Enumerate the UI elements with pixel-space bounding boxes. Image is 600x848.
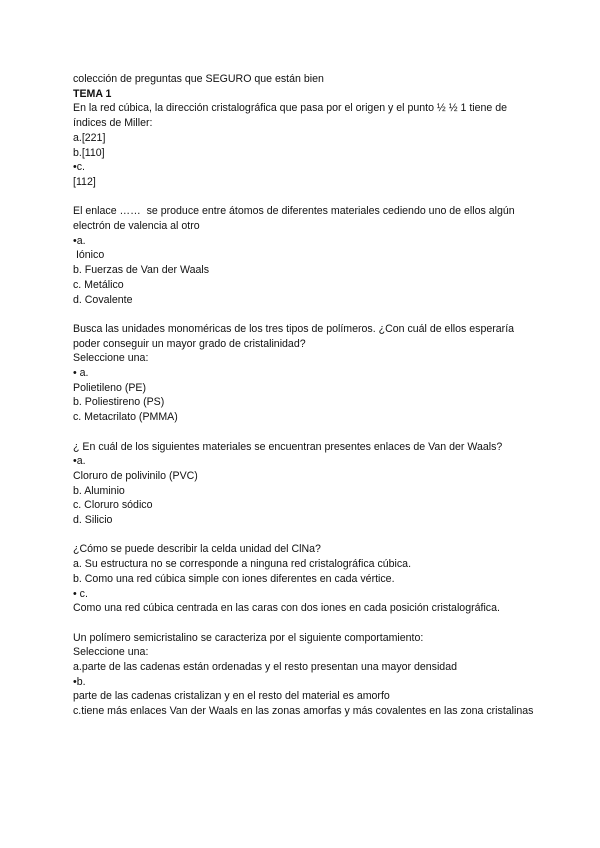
- answer-line: b. Aluminio: [73, 484, 125, 497]
- answer-line: parte de las cadenas cristalizan y en el resto del material es amorfo: [73, 690, 390, 703]
- topic-heading: TEMA 1: [73, 87, 112, 100]
- answer-line: Cloruro de polivinilo (PVC): [73, 469, 198, 482]
- question-text: ¿Cómo se puede describir la celda unidad del ClNa?: [73, 543, 321, 556]
- question-block: [73, 440, 543, 528]
- answer-line: b. Como una red cúbica simple con iones diferentes en cada vértice.: [73, 572, 395, 585]
- answer-line: Seleccione una:: [73, 646, 149, 659]
- answer-line: c. Metacrilato (PMMA): [73, 411, 178, 424]
- answer-line: Iónico: [73, 249, 105, 262]
- answer-line: d. Covalente: [73, 293, 133, 306]
- answer-line: •a.: [73, 455, 86, 468]
- question-block: [73, 101, 543, 189]
- answer-line: c. Cloruro sódico: [73, 499, 153, 512]
- answer-line: c. Metálico: [73, 278, 124, 291]
- answer-line: [112]: [73, 175, 96, 188]
- answer-line: d. Silicio: [73, 514, 113, 527]
- answer-line: a.[221]: [73, 131, 106, 144]
- answer-line: a.parte de las cadenas están ordenadas y el resto presentan una mayor densidad: [73, 661, 457, 674]
- question-text: Busca las unidades monoméricas de los tres tipos de polímeros. ¿Con cuál de ellos esperaría poder conseguir un mayor grado de cristalinidad?: [73, 322, 517, 350]
- answer-line: b. Fuerzas de Van der Waals: [73, 264, 210, 277]
- document-content: [73, 72, 543, 734]
- answer-line: Seleccione una:: [73, 352, 149, 365]
- question-text: Un polímero semicristalino se caracteriza por el siguiente comportamiento:: [73, 631, 424, 644]
- question-block: [73, 322, 543, 425]
- answer-line: • a.: [73, 367, 89, 380]
- intro-text: colección de preguntas que SEGURO que están bien: [73, 73, 324, 85]
- question-block: [73, 204, 543, 307]
- answer-line: •a.: [73, 234, 86, 247]
- answer-line: b.[110]: [73, 146, 105, 159]
- answer-line: b. Poliestireno (PS): [73, 396, 165, 409]
- question-text: En la red cúbica, la dirección cristalográfica que pasa por el origen y el punto ½ ½ 1 tiene de índices de Miller:: [73, 102, 510, 130]
- answer-line: Como una red cúbica centrada en las caras con dos iones en cada posición cristalográfica.: [73, 602, 500, 615]
- answer-line: Polietileno (PE): [73, 381, 147, 394]
- answer-line: c.tiene más enlaces Van der Waals en las zonas amorfas y más covalentes en las zona cristalinas: [73, 705, 534, 718]
- answer-line: •c.: [73, 161, 85, 174]
- question-block: [73, 542, 543, 616]
- answer-line: a. Su estructura no se corresponde a ninguna red cristalográfica cúbica.: [73, 558, 412, 571]
- answer-line: •b.: [73, 675, 86, 688]
- question-text: ¿ En cuál de los siguientes materiales se encuentran presentes enlaces de Van der Waals?: [73, 440, 503, 453]
- answer-line: • c.: [73, 587, 88, 600]
- question-block: [73, 631, 543, 719]
- question-text: El enlace …… se produce entre átomos de diferentes materiales cediendo uno de ellos algún electrón de valencia al otro: [73, 205, 518, 233]
